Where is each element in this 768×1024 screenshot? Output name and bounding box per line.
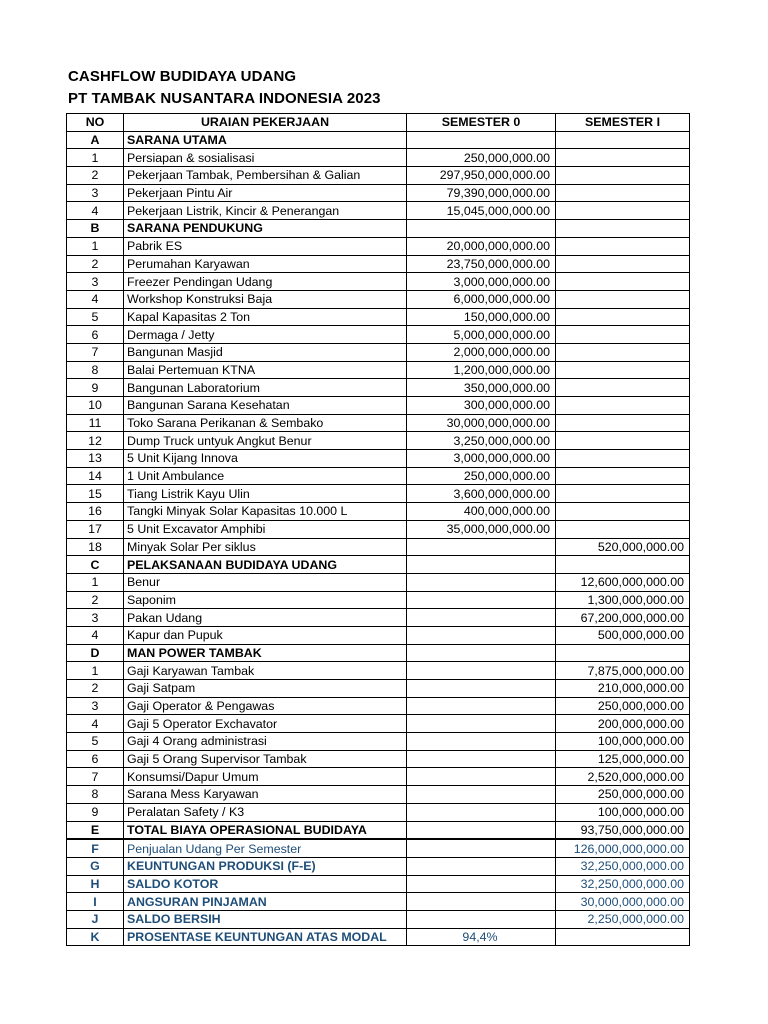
row-semester-1: 67,200,000,000.00 <box>556 609 690 627</box>
row-description: SARANA PENDUKUNG <box>124 220 407 238</box>
row-description: SALDO BERSIH <box>124 910 407 928</box>
row-semester-0: 300,000,000.00 <box>407 397 556 415</box>
table-row <box>67 237 690 255</box>
row-semester-0 <box>407 626 556 644</box>
row-description: Balai Pertemuan KTNA <box>124 361 407 379</box>
table-row <box>67 273 690 291</box>
row-number: 1 <box>67 573 124 591</box>
row-description: Tangki Minyak Solar Kapasitas 10.000 L <box>124 503 407 521</box>
table-row <box>67 397 690 415</box>
row-number: 3 <box>67 273 124 291</box>
row-semester-0 <box>407 697 556 715</box>
table-row <box>67 503 690 521</box>
row-semester-0: 94,4% <box>407 928 556 946</box>
row-semester-1: 32,250,000,000.00 <box>556 857 690 875</box>
row-number: 17 <box>67 520 124 538</box>
table-row <box>67 343 690 361</box>
row-semester-0 <box>407 715 556 733</box>
row-description: Pekerjaan Listrik, Kincir & Penerangan <box>124 202 407 220</box>
row-semester-1: 250,000,000.00 <box>556 697 690 715</box>
table-row <box>67 432 690 450</box>
table-row <box>67 467 690 485</box>
row-number: 6 <box>67 326 124 344</box>
row-description: 5 Unit Excavator Amphibi <box>124 520 407 538</box>
row-description: Sarana Mess Karyawan <box>124 786 407 804</box>
table-row <box>67 803 690 821</box>
row-description: Gaji 5 Orang Supervisor Tambak <box>124 750 407 768</box>
table-row <box>67 609 690 627</box>
row-description: Bangunan Masjid <box>124 343 407 361</box>
row-semester-1 <box>556 131 690 149</box>
row-semester-1 <box>556 644 690 662</box>
row-semester-0: 1,200,000,000.00 <box>407 361 556 379</box>
table-row <box>67 910 690 928</box>
table-row <box>67 893 690 911</box>
row-description: Gaji Karyawan Tambak <box>124 662 407 680</box>
table-row <box>67 202 690 220</box>
row-number: A <box>67 131 124 149</box>
row-description: Tiang Listrik Kayu Ulin <box>124 485 407 503</box>
row-semester-0: 30,000,000,000.00 <box>407 414 556 432</box>
table-row <box>67 715 690 733</box>
table-row <box>67 928 690 946</box>
table-row <box>67 644 690 662</box>
row-semester-1: 7,875,000,000.00 <box>556 662 690 680</box>
row-semester-1 <box>556 149 690 167</box>
document-subtitle: PT TAMBAK NUSANTARA INDONESIA 2023 <box>68 90 381 107</box>
table-row <box>67 520 690 538</box>
row-description: Gaji Operator & Pengawas <box>124 697 407 715</box>
row-semester-0: 350,000,000.00 <box>407 379 556 397</box>
row-semester-1 <box>556 503 690 521</box>
row-description: Workshop Konstruksi Baja <box>124 290 407 308</box>
row-semester-1 <box>556 414 690 432</box>
row-description: Gaji Satpam <box>124 680 407 698</box>
table-body <box>67 131 690 946</box>
row-semester-1: 250,000,000.00 <box>556 786 690 804</box>
table-row <box>67 750 690 768</box>
table-row <box>67 538 690 556</box>
row-number: 4 <box>67 626 124 644</box>
row-semester-0 <box>407 556 556 574</box>
row-number: C <box>67 556 124 574</box>
row-number: 1 <box>67 662 124 680</box>
row-description: Kapur dan Pupuk <box>124 626 407 644</box>
row-description: TOTAL BIAYA OPERASIONAL BUDIDAYA <box>124 821 407 839</box>
table-row <box>67 875 690 893</box>
row-number: G <box>67 857 124 875</box>
row-description: Bangunan Sarana Kesehatan <box>124 397 407 415</box>
table-row <box>67 131 690 149</box>
row-semester-0: 150,000,000.00 <box>407 308 556 326</box>
row-number: 4 <box>67 290 124 308</box>
row-number: K <box>67 928 124 946</box>
table-row <box>67 662 690 680</box>
row-description: SARANA UTAMA <box>124 131 407 149</box>
header-uraian: URAIAN PEKERJAAN <box>124 114 407 132</box>
row-description: Gaji 4 Orang administrasi <box>124 733 407 751</box>
row-description: ANGSURAN PINJAMAN <box>124 893 407 911</box>
row-number: 1 <box>67 237 124 255</box>
row-semester-0 <box>407 839 556 857</box>
row-number: 1 <box>67 149 124 167</box>
table-row <box>67 857 690 875</box>
table-row <box>67 149 690 167</box>
row-semester-1: 93,750,000,000.00 <box>556 821 690 839</box>
document-header <box>68 66 381 110</box>
row-description: Persiapan & sosialisasi <box>124 149 407 167</box>
row-semester-1 <box>556 432 690 450</box>
table-row <box>67 839 690 857</box>
row-semester-1 <box>556 467 690 485</box>
row-semester-1: 100,000,000.00 <box>556 803 690 821</box>
table-row <box>67 255 690 273</box>
row-semester-0 <box>407 786 556 804</box>
row-number: 2 <box>67 680 124 698</box>
row-number: 3 <box>67 609 124 627</box>
header-semester-0: SEMESTER 0 <box>407 114 556 132</box>
row-description: Minyak Solar Per siklus <box>124 538 407 556</box>
row-semester-1 <box>556 485 690 503</box>
row-number: 8 <box>67 361 124 379</box>
row-semester-1: 500,000,000.00 <box>556 626 690 644</box>
table-row <box>67 414 690 432</box>
row-description: SALDO KOTOR <box>124 875 407 893</box>
row-semester-0: 5,000,000,000.00 <box>407 326 556 344</box>
row-description: PROSENTASE KEUNTUNGAN ATAS MODAL <box>124 928 407 946</box>
row-semester-1: 100,000,000.00 <box>556 733 690 751</box>
row-number: J <box>67 910 124 928</box>
row-number: 14 <box>67 467 124 485</box>
row-semester-0: 35,000,000,000.00 <box>407 520 556 538</box>
row-semester-1 <box>556 450 690 468</box>
row-semester-0 <box>407 750 556 768</box>
row-semester-0 <box>407 680 556 698</box>
row-semester-0: 250,000,000.00 <box>407 467 556 485</box>
row-description: 5 Unit Kijang Innova <box>124 450 407 468</box>
row-semester-1 <box>556 361 690 379</box>
row-description: Konsumsi/Dapur Umum <box>124 768 407 786</box>
table-header-row <box>67 114 690 132</box>
row-description: Pekerjaan Tambak, Pembersihan & Galian <box>124 167 407 185</box>
cashflow-table <box>66 113 690 946</box>
row-number: 15 <box>67 485 124 503</box>
row-number: 2 <box>67 167 124 185</box>
row-semester-0 <box>407 768 556 786</box>
row-number: 18 <box>67 538 124 556</box>
row-semester-0 <box>407 131 556 149</box>
row-semester-0: 2,000,000,000.00 <box>407 343 556 361</box>
table-row <box>67 450 690 468</box>
row-number: D <box>67 644 124 662</box>
row-semester-0 <box>407 803 556 821</box>
row-number: 4 <box>67 715 124 733</box>
row-number: 3 <box>67 184 124 202</box>
row-number: 12 <box>67 432 124 450</box>
row-number: 5 <box>67 308 124 326</box>
row-semester-0 <box>407 857 556 875</box>
row-description: PELAKSANAAN BUDIDAYA UDANG <box>124 556 407 574</box>
row-description: MAN POWER TAMBAK <box>124 644 407 662</box>
row-description: Dump Truck untyuk Angkut Benur <box>124 432 407 450</box>
row-description: Pabrik ES <box>124 237 407 255</box>
table-row <box>67 379 690 397</box>
row-semester-1: 30,000,000,000.00 <box>556 893 690 911</box>
row-number: 2 <box>67 255 124 273</box>
row-semester-1 <box>556 556 690 574</box>
row-semester-1 <box>556 379 690 397</box>
row-semester-0: 20,000,000,000.00 <box>407 237 556 255</box>
row-description: Toko Sarana Perikanan & Sembako <box>124 414 407 432</box>
row-semester-0: 3,600,000,000.00 <box>407 485 556 503</box>
row-number: B <box>67 220 124 238</box>
row-semester-1: 126,000,000,000.00 <box>556 839 690 857</box>
row-semester-0: 23,750,000,000.00 <box>407 255 556 273</box>
table-row <box>67 326 690 344</box>
row-number: H <box>67 875 124 893</box>
row-semester-1 <box>556 184 690 202</box>
row-description: Benur <box>124 573 407 591</box>
row-semester-0 <box>407 821 556 839</box>
row-semester-0 <box>407 538 556 556</box>
row-semester-1 <box>556 255 690 273</box>
row-semester-0 <box>407 733 556 751</box>
row-semester-1: 2,250,000,000.00 <box>556 910 690 928</box>
row-semester-0: 79,390,000,000.00 <box>407 184 556 202</box>
row-description: Dermaga / Jetty <box>124 326 407 344</box>
table-row <box>67 290 690 308</box>
row-description: 1 Unit Ambulance <box>124 467 407 485</box>
table-row <box>67 184 690 202</box>
table-row <box>67 573 690 591</box>
row-semester-0 <box>407 893 556 911</box>
row-semester-0: 400,000,000.00 <box>407 503 556 521</box>
row-number: 11 <box>67 414 124 432</box>
row-description: Saponim <box>124 591 407 609</box>
row-semester-1: 12,600,000,000.00 <box>556 573 690 591</box>
row-description: Perumahan Karyawan <box>124 255 407 273</box>
row-semester-0: 3,250,000,000.00 <box>407 432 556 450</box>
table-row <box>67 697 690 715</box>
row-number: 10 <box>67 397 124 415</box>
row-description: Penjualan Udang Per Semester <box>124 839 407 857</box>
row-semester-0 <box>407 220 556 238</box>
row-description: Pakan Udang <box>124 609 407 627</box>
row-number: 5 <box>67 733 124 751</box>
row-semester-1 <box>556 290 690 308</box>
row-semester-0 <box>407 662 556 680</box>
row-semester-0 <box>407 591 556 609</box>
row-semester-1: 1,300,000,000.00 <box>556 591 690 609</box>
table-row <box>67 786 690 804</box>
row-description: Pekerjaan Pintu Air <box>124 184 407 202</box>
header-semester-1: SEMESTER I <box>556 114 690 132</box>
row-number: 7 <box>67 768 124 786</box>
row-semester-1 <box>556 928 690 946</box>
row-semester-1 <box>556 343 690 361</box>
row-semester-0 <box>407 875 556 893</box>
table-row <box>67 768 690 786</box>
table-row <box>67 733 690 751</box>
row-number: 13 <box>67 450 124 468</box>
row-semester-1 <box>556 167 690 185</box>
row-description: Freezer Pendingan Udang <box>124 273 407 291</box>
table-row <box>67 308 690 326</box>
row-semester-1: 200,000,000.00 <box>556 715 690 733</box>
row-semester-1: 125,000,000.00 <box>556 750 690 768</box>
row-semester-1: 520,000,000.00 <box>556 538 690 556</box>
row-number: 6 <box>67 750 124 768</box>
row-semester-0: 6,000,000,000.00 <box>407 290 556 308</box>
header-no: NO <box>67 114 124 132</box>
row-number: I <box>67 893 124 911</box>
row-number: 4 <box>67 202 124 220</box>
row-semester-0: 250,000,000.00 <box>407 149 556 167</box>
row-semester-1 <box>556 397 690 415</box>
row-number: E <box>67 821 124 839</box>
table-row <box>67 361 690 379</box>
row-semester-1: 32,250,000,000.00 <box>556 875 690 893</box>
row-number: 3 <box>67 697 124 715</box>
row-semester-1 <box>556 273 690 291</box>
row-semester-0 <box>407 573 556 591</box>
row-description: Bangunan Laboratorium <box>124 379 407 397</box>
row-description: Gaji 5 Operator Exchavator <box>124 715 407 733</box>
table-row <box>67 626 690 644</box>
row-number: F <box>67 839 124 857</box>
row-semester-1: 2,520,000,000.00 <box>556 768 690 786</box>
table-row <box>67 220 690 238</box>
table-row <box>67 485 690 503</box>
row-semester-1 <box>556 308 690 326</box>
row-semester-1 <box>556 237 690 255</box>
document-title: CASHFLOW BUDIDAYA UDANG <box>68 68 297 85</box>
row-semester-0: 297,950,000,000.00 <box>407 167 556 185</box>
row-description: Kapal Kapasitas 2 Ton <box>124 308 407 326</box>
row-semester-1 <box>556 202 690 220</box>
row-description: Peralatan Safety / K3 <box>124 803 407 821</box>
table-row <box>67 821 690 839</box>
table-row <box>67 680 690 698</box>
row-semester-1 <box>556 220 690 238</box>
row-semester-0 <box>407 644 556 662</box>
row-semester-1: 210,000,000.00 <box>556 680 690 698</box>
row-number: 16 <box>67 503 124 521</box>
row-semester-0 <box>407 910 556 928</box>
table-row <box>67 167 690 185</box>
row-description: KEUNTUNGAN PRODUKSI (F-E) <box>124 857 407 875</box>
row-number: 9 <box>67 379 124 397</box>
row-semester-0: 3,000,000,000.00 <box>407 273 556 291</box>
table-row <box>67 591 690 609</box>
row-semester-0: 15,045,000,000.00 <box>407 202 556 220</box>
row-semester-0 <box>407 609 556 627</box>
row-number: 9 <box>67 803 124 821</box>
table-row <box>67 556 690 574</box>
row-number: 8 <box>67 786 124 804</box>
row-number: 7 <box>67 343 124 361</box>
row-semester-1 <box>556 326 690 344</box>
row-semester-1 <box>556 520 690 538</box>
row-semester-0: 3,000,000,000.00 <box>407 450 556 468</box>
row-number: 2 <box>67 591 124 609</box>
